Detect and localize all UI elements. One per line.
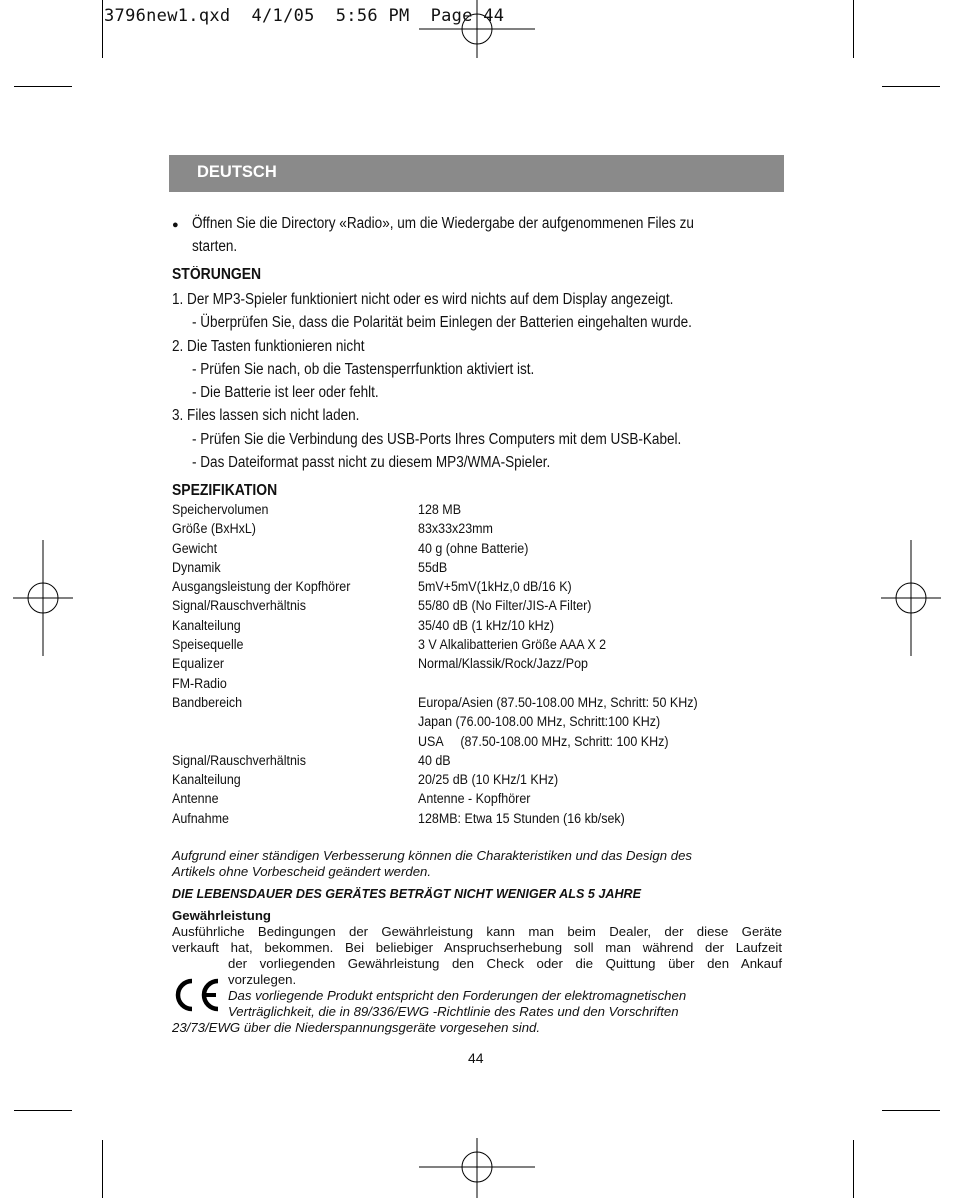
spec-value: Japan (76.00-108.00 MHz, Schritt:100 KHz)	[418, 714, 661, 731]
crop-mark-top-left-h	[14, 86, 72, 87]
spec-value: Europa/Asien (87.50-108.00 MHz, Schritt: 50 KHz)	[418, 694, 698, 711]
improvement-notice	[172, 848, 692, 880]
trouble-item: 1. Der MP3-Spieler funktioniert nicht oder es wird nichts auf dem Display angezeigt.	[172, 291, 674, 308]
spec-value: Antenne - Kopfhörer	[418, 791, 531, 808]
spec-heading: SPEZIFIKATION	[172, 482, 278, 499]
intro-line-2: starten.	[192, 238, 238, 256]
warranty-line-2: verkauft hat, bekommen. Bei beliebiger Anspruchserhebung soll man während der Laufzeit	[172, 940, 782, 955]
spec-value: 128MB: Etwa 15 Stunden (16 kb/sek)	[418, 810, 625, 827]
trouble-subitem: - Prüfen Sie die Verbindung des USB-Ports Ihres Computers mit dem USB-Kabel.	[192, 430, 682, 448]
registration-mark-left	[13, 540, 73, 658]
troubleshooting-heading: STÖRUNGEN	[172, 266, 262, 283]
spec-label: Speichervolumen	[172, 502, 269, 518]
registration-mark-right	[881, 540, 941, 658]
crop-mark-bottom-right-v	[853, 1140, 854, 1198]
trouble-subitem: - Das Dateiformat passt nicht zu diesem MP3/WMA-Spieler.	[192, 454, 551, 472]
spec-label: Speisequelle	[172, 637, 244, 654]
spec-label: Aufnahme	[172, 810, 229, 827]
section-label: DEUTSCH	[197, 163, 277, 181]
spec-value: 3 V Alkalibatterien Größe AAA X 2	[418, 637, 607, 654]
spec-value: 40 dB	[418, 752, 451, 769]
crop-mark-bottom-left-v	[102, 1140, 103, 1198]
spec-label: Dynamik	[172, 559, 221, 576]
spec-value: USA (87.50-108.00 MHz, Schritt: 100 KHz)	[418, 733, 669, 750]
ce-line-3: 23/73/EWG über die Niederspannungsgeräte vorgesehen sind.	[172, 1020, 541, 1035]
spec-label: Signal/Rauschverhältnis	[172, 752, 306, 769]
crop-mark-top-right-v	[853, 0, 854, 58]
crop-mark-bottom-left-h	[14, 1110, 72, 1111]
bullet-icon: ●	[172, 219, 179, 231]
registration-mark-bottom	[417, 1138, 537, 1198]
ce-mark-icon	[170, 977, 222, 1013]
spec-value: 83x33x23mm	[418, 521, 493, 538]
crop-mark-top-left-v	[102, 0, 103, 58]
trouble-item: 3. Files lassen sich nicht laden.	[172, 407, 360, 425]
spec-value: 128 MB	[418, 502, 462, 518]
warranty-line-1: Ausführliche Bedingungen der Gewährleistung kann man beim Dealer, der diese Geräte	[172, 924, 782, 939]
intro-bullet-text	[192, 212, 762, 259]
trouble-subitem: - Die Batterie ist leer oder fehlt.	[192, 384, 379, 402]
ce-line-1: Das vorliegende Produkt entspricht den Forderungen der elektromagnetischen	[228, 988, 687, 1003]
lifetime-notice: DIE LEBENSDAUER DES GERÄTES BETRÄGT NICHT WENIGER ALS 5 JAHRE	[172, 887, 642, 901]
spec-label: Signal/Rauschverhältnis	[172, 598, 306, 615]
warranty-heading: Gewährleistung	[172, 908, 271, 923]
spec-value: 55dB	[418, 559, 448, 576]
spec-label: Equalizer	[172, 656, 225, 673]
trouble-subitem: - Überprüfen Sie, dass die Polarität beim Einlegen der Batterien eingehalten wurde.	[192, 314, 692, 332]
spec-value: 5mV+5mV(1kHz,0 dB/16 K)	[418, 579, 572, 596]
spec-label: Kanalteilung	[172, 772, 241, 789]
crop-mark-top-right-h	[882, 86, 940, 87]
spec-value: 40 g (ohne Batterie)	[418, 540, 529, 557]
ce-line-2: Verträglichkeit, die in 89/336/EWG -Richtlinie des Rates und den Vorschriften	[228, 1004, 679, 1019]
notice-line-1: Aufgrund einer ständigen Verbesserung können die Charakteristiken und das Design des	[172, 848, 693, 863]
warranty-section	[172, 908, 782, 1036]
spec-label: Gewicht	[172, 540, 218, 557]
spec-label: Ausgangsleistung der Kopfhörer	[172, 579, 351, 596]
spec-label: Antenne	[172, 791, 219, 808]
spec-label: FM-Radio	[172, 675, 227, 692]
trouble-subitem: - Prüfen Sie nach, ob die Tastensperrfunktion aktiviert ist.	[192, 360, 535, 378]
intro-line-1: Öffnen Sie die Directory «Radio», um die Wiedergabe der aufgenommenen Files zu	[192, 215, 694, 232]
spec-value: 35/40 dB (1 kHz/10 kHz)	[418, 617, 555, 634]
spec-value: Normal/Klassik/Rock/Jazz/Pop	[418, 656, 588, 673]
troubleshooting-list	[172, 288, 760, 474]
notice-line-2: Artikels ohne Vorbescheid geändert werden.	[172, 864, 432, 879]
spec-value: 55/80 dB (No Filter/JIS-A Filter)	[418, 598, 592, 615]
spec-label: Größe (BxHxL)	[172, 521, 256, 538]
warranty-line-3: der vorliegenden Gewährleistung den Check oder die Quittung über den Ankauf	[228, 956, 782, 971]
spec-label: Kanalteilung	[172, 617, 241, 634]
trouble-item: 2. Die Tasten funktionieren nicht	[172, 337, 365, 355]
spec-value: 20/25 dB (10 KHz/1 KHz)	[418, 772, 559, 789]
spec-label: Bandbereich	[172, 694, 243, 711]
crop-mark-bottom-right-h	[882, 1110, 940, 1111]
page-number: 44	[468, 1050, 484, 1066]
warranty-line-4: vorzulegen.	[228, 972, 297, 987]
section-banner	[169, 155, 784, 192]
printer-slug: 3796new1.qxd 4/1/05 5:56 PM Page 44	[104, 6, 505, 26]
